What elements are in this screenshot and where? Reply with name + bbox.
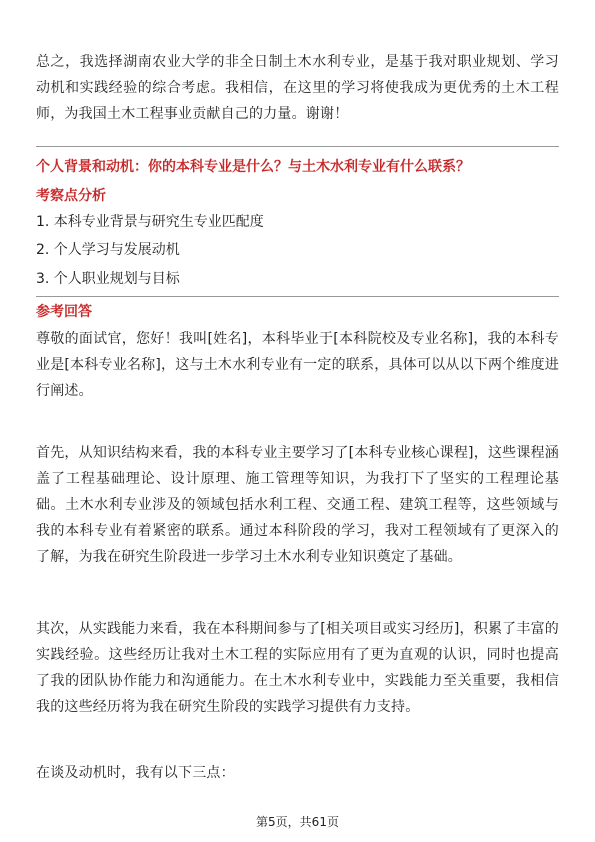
answer-paragraph: 在谈及动机时，我有以下三点： (36, 765, 235, 781)
answer-paragraph: 其次，从实践能力来看，我在本科期间参与了[相关项目或实习经历]，积累了丰富的实践经验。这些经历让我对土木工程的实际应用有了更为直观的认识，同时也提高了我的团队协作能力和沟通能力。在土木水利专业中，实践能力至关重要，我相信我的这些经历将为我在研究生阶段的实践学习提供有力支持。 (36, 621, 559, 715)
divider-top (36, 146, 559, 147)
analysis-heading: 考察点分析 (36, 188, 106, 204)
answer-paragraph: 尊敬的面试官，您好！我叫[姓名]，本科毕业于[本科院校及专业名称]，我的本科专业是[本科专业名称]，这与土木水利专业有一定的联系，具体可以从以下两个维度进行阐述。 (36, 331, 559, 399)
analysis-point: 3. 个人职业规划与目标 (36, 271, 180, 287)
answer-paragraph: 首先，从知识结构来看，我的本科专业主要学习了[本科专业核心课程]，这些课程涵盖了工程基础理论、设计原理、施工管理等知识，为我打下了坚实的工程理论基础。土木水利专业涉及的领域包括水利工程、交通工程、建筑工程等，这些领域与我的本科专业有着紧密的联系。通过本科阶段的学习，我对工程领域有了更深入的了解，为我在研究生阶段进一步学习土木水利专业知识奠定了基础。 (36, 445, 559, 565)
analysis-point: 1. 本科专业背景与研究生专业匹配度 (36, 214, 264, 230)
question-title: 个人背景和动机：你的本科专业是什么？与土木水利专业有什么联系？ (36, 159, 470, 175)
divider-answer (36, 296, 559, 297)
page-footer: 第5页，共61页 (256, 815, 339, 829)
analysis-point: 2. 个人学习与发展动机 (36, 242, 180, 258)
intro-paragraph: 总之，我选择湖南农业大学的非全日制土木水利专业，是基于我对职业规划、学习动机和实践经验的综合考虑。我相信，在这里的学习将使我成为更优秀的土木工程师，为我国土木工程事业贡献自己的力量。谢谢！ (36, 54, 559, 122)
answer-heading: 参考回答 (36, 304, 92, 320)
